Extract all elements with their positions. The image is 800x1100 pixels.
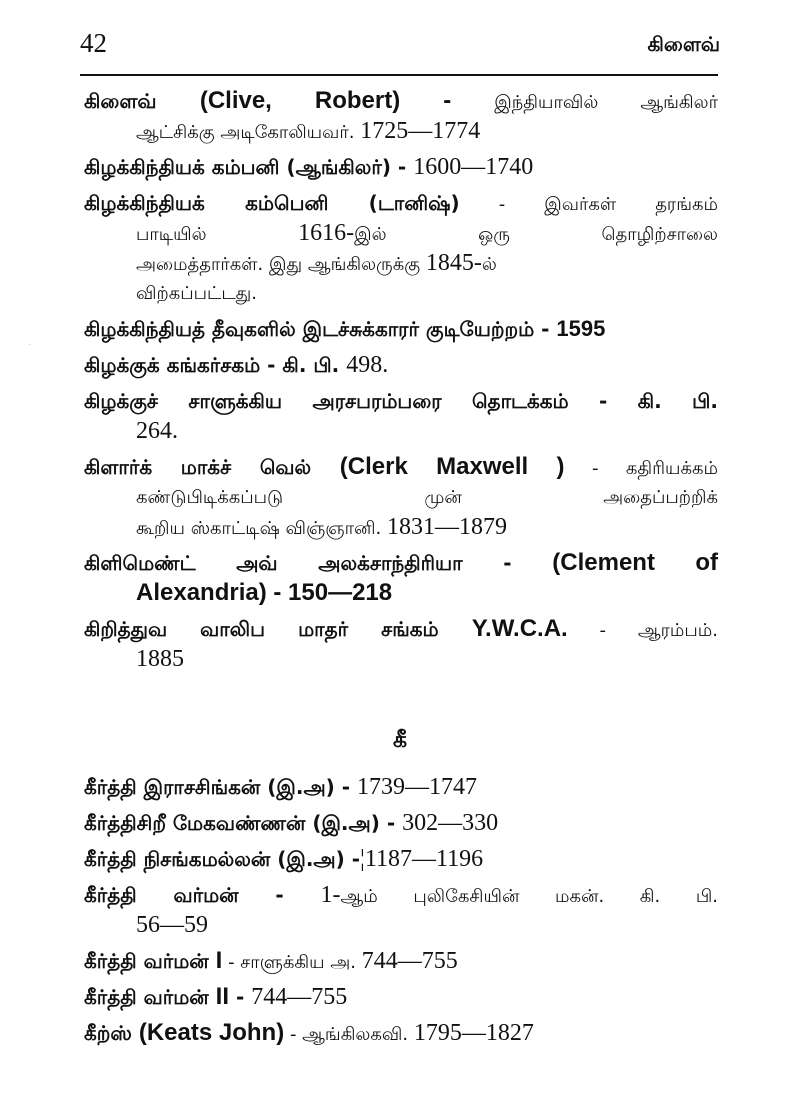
entry-eastern-chalukya <box>84 386 718 446</box>
entry-list <box>84 86 718 680</box>
entry-headword: கீர்த்தி நிசங்கமல்லன் (இ.அ) - <box>84 847 361 871</box>
entry-headword: கீர்த்தி வர்மன் <box>84 985 216 1009</box>
entry-latin-name: (Clerk Maxwell ) <box>339 453 565 480</box>
entry-east-india-company-english <box>84 152 718 182</box>
entry-description: - கதிரியக்கம் <box>564 458 719 479</box>
entry-separator: - <box>229 985 252 1009</box>
entry-headword: கிளிமெண்ட் அவ் அலக்சாந்திரியா - <box>84 551 553 575</box>
entry-regnal-number: I <box>215 947 223 974</box>
entry-kirthivarman-son-of-pulikesi <box>84 880 718 940</box>
entry-clement-of-alexandria <box>84 548 718 608</box>
running-head: கிளைவ் <box>647 32 720 56</box>
entry-description: இல் ஒரு தொழிற்சாலை <box>354 224 718 245</box>
entry-headword: கிறித்துவ வாலிப மாதர் சங்கம் <box>84 617 472 641</box>
entry-kirthivarman-i <box>84 946 718 976</box>
entry-east-india-company-danish <box>84 188 718 308</box>
entry-description: ஆட்சிக்கு அடிகோலியவர். <box>136 122 361 143</box>
entry-description: ஆம் புலிகேசியின் மகன். கி. பி. <box>340 886 718 907</box>
entry-ordinal: 1- <box>320 882 341 908</box>
entry-latin-name: Alexandria) - 150—218 <box>136 579 393 606</box>
entry-separator: - <box>400 87 495 114</box>
entry-description: - ஆரம்பம். <box>567 620 718 641</box>
entry-headword: கிழக்கிந்தியக் கம்பெனி (டானிஷ்) <box>84 191 460 215</box>
entry-kirthi-rajasinghan <box>84 772 718 802</box>
entry-year: 1845- <box>425 250 482 276</box>
entry-list-section-kee <box>84 772 718 1054</box>
entry-description: கூறிய ஸ்காட்டிஷ் விஞ்ஞானி. <box>136 518 387 539</box>
entry-clerk-maxwell <box>84 452 718 542</box>
section-letter: கீ <box>392 728 408 753</box>
entry-latin-name: (Keats John) <box>138 1019 285 1046</box>
entry-eastern-ganga-era <box>84 350 718 380</box>
entry-regnal-number: II <box>215 983 230 1010</box>
entry-kirthivarman-ii <box>84 982 718 1012</box>
entry-headword: கிழக்கிந்தியக் கம்பனி (ஆங்கிலர்) - <box>84 155 414 179</box>
entry-description: பாடியில் <box>136 224 299 245</box>
entry-dates: 744—755 <box>361 948 458 974</box>
entry-headword: கிழக்கிந்தியத் தீவுகளில் இடச்சுக்காரர் குடியேற்றம் - <box>84 317 557 341</box>
entry-ywca <box>84 614 718 674</box>
entry-keats-john <box>84 1018 718 1048</box>
entry-dates: 1885 <box>136 646 184 672</box>
entry-dates: 1831—1879 <box>387 514 507 540</box>
entry-dates: 1595 <box>556 316 606 341</box>
entry-latin-name: (Clive, Robert) <box>199 87 401 114</box>
entry-dates: 1725—1774 <box>360 118 481 144</box>
entry-dates: 1739—1747 <box>357 774 478 800</box>
entry-headword: கீற்ஸ் <box>84 1021 139 1045</box>
entry-description: இந்தியாவில் ஆங்கிலர் <box>494 92 719 113</box>
entry-dates: 1600—1740 <box>413 154 534 180</box>
entry-description: ல் <box>481 254 497 275</box>
page-number: 42 <box>80 28 107 58</box>
print-speck: · <box>28 340 32 351</box>
page-header <box>80 28 720 68</box>
entry-description: - ஆங்கிலகவி. <box>284 1024 414 1045</box>
entry-dates: 498. <box>346 352 389 378</box>
entry-description: விற்கப்பட்டது. <box>136 283 258 304</box>
entry-kirthisri-megavannan <box>84 808 718 838</box>
entry-kirthi-nisankamallan <box>84 844 718 874</box>
entry-headword: கிளைவ் <box>84 89 200 113</box>
entry-year: 1616- <box>298 220 355 246</box>
entry-headword: கிழக்குச் சாளுக்கிய அரசபரம்பரை தொடக்கம் - கி. பி. <box>84 389 718 413</box>
entry-headword: கிளார்க் மாக்ச் வெல் <box>84 455 340 479</box>
entry-description: கண்டுபிடிக்கப்படு முன் அதைப்பற்றிக் <box>136 487 718 508</box>
entry-headword: கிழக்குக் கங்கர்சகம் - கி. பி. <box>84 353 347 377</box>
entry-dutch-settlement <box>84 314 718 344</box>
entry-clive <box>84 86 718 146</box>
entry-dates: 264. <box>136 418 178 444</box>
entry-dates: 744—755 <box>251 984 348 1010</box>
entry-dates: 302—330 <box>402 810 499 836</box>
entry-headword: கீர்த்திசிறீ மேகவண்ணன் (இ.அ) - <box>84 811 403 835</box>
entry-latin-name: (Clement of <box>552 549 718 576</box>
entry-headword: கீர்த்தி இராசசிங்கன் (இ.அ) - <box>84 775 358 799</box>
entry-headword: கீர்த்தி வர்மன் <box>84 949 216 973</box>
header-rule <box>80 74 718 76</box>
entry-description: - சாளுக்கிய அ. <box>222 952 362 973</box>
entry-description: - இவர்கள் தரங்கம் <box>459 194 718 215</box>
entry-description: அமைத்தார்கள். இது ஆங்கிலருக்கு <box>136 254 426 275</box>
entry-dates: 56—59 <box>136 912 208 938</box>
entry-dates: ¦1187—1196 <box>360 846 484 872</box>
entry-dates: 1795—1827 <box>413 1020 534 1046</box>
entry-headword: கீர்த்தி வர்மன் - <box>84 883 321 907</box>
entry-latin-name: Y.W.C.A. <box>471 615 568 642</box>
